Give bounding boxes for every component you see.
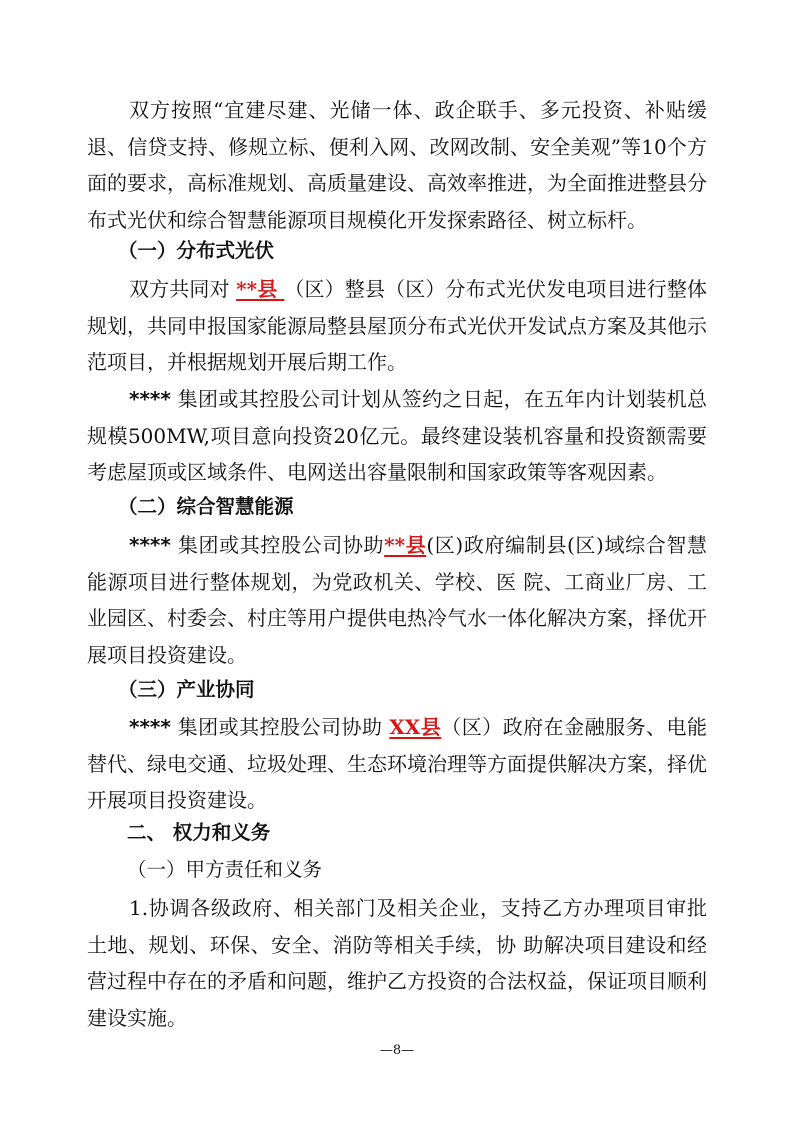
section-heading-industry-synergy: （三）产业协同 — [118, 678, 255, 701]
text-segment: 集团或其控股公司协助 — [170, 715, 390, 739]
party-a-item-1: 1.协调各级政府、相关部门及相关企业，支持乙方办理项目审批土地、规划、环保、安全、消防等相关手续，协 助解决项目建设和经营过程中存在的矛盾和问题，维护乙方投资的合法权益，保证项目顺利建设实施。 — [87, 896, 707, 1030]
county-placeholder: **县 — [236, 277, 285, 301]
section-heading-smart-energy: （二）综合智慧能源 — [118, 495, 294, 518]
section-heading-rights-obligations: 二、 权力和义务 — [127, 821, 271, 844]
subsection-heading-party-a: （一）甲方责任和义务 — [127, 858, 323, 881]
industry-synergy-paragraph — [87, 709, 707, 819]
section-heading-distributed-pv: （一）分布式光伏 — [118, 239, 275, 262]
county-placeholder: XX县 — [389, 715, 442, 739]
company-placeholder: **** — [129, 387, 171, 411]
county-placeholder: **县 — [384, 533, 427, 557]
text-segment: 双方共同对 — [129, 277, 237, 301]
smart-energy-paragraph — [87, 527, 707, 673]
page-number: —8— — [379, 1043, 415, 1058]
text-segment: （区）政府在金融服务、电能替代、绿电交通、垃圾处理、生态环境治理等方面提供解决方案，择优开展项目投资建设。 — [87, 715, 707, 812]
company-placeholder: **** — [129, 533, 171, 557]
distributed-pv-paragraph-2 — [87, 381, 707, 491]
text-segment: (区)政府编制县(区)域综合智慧能源项目进行整体规划，为党政机关、学校、医 院、工商业厂房、工业园区、村委会、村庄等用户提供电热冷气水一体化解决方案，择优开展项目投资建设。 — [87, 533, 707, 667]
distributed-pv-paragraph-1 — [87, 271, 707, 381]
text-segment: 集团或其控股公司计划从签约之日起，在五年内计划装机总规模500MW,项目意向投资20亿元。最终建设装机容量和投资额需要考虑屋顶或区域条件、电网送出容量限制和国家政策等客观因素。 — [87, 387, 707, 484]
company-placeholder: **** — [129, 715, 171, 739]
text-segment: 集团或其控股公司协助 — [170, 533, 385, 557]
text-segment: （区）整县（区）分布式光伏发电项目进行整体规划，共同申报国家能源局整县屋顶分布式光伏开发试点方案及其他示范项目，并根据规划开展后期工作。 — [87, 277, 708, 374]
intro-paragraph: 双方按照“宜建尽建、光储一体、政企联手、多元投资、补贴缓退、信贷支持、修规立标、便利入网、改网改制、安全美观”等10个方面的要求，高标准规划、高质量建设、高效率推进，为全面推进整县分布式光伏和综合智慧能源项目规模化开发探索路径、树立标杆。 — [87, 98, 707, 232]
